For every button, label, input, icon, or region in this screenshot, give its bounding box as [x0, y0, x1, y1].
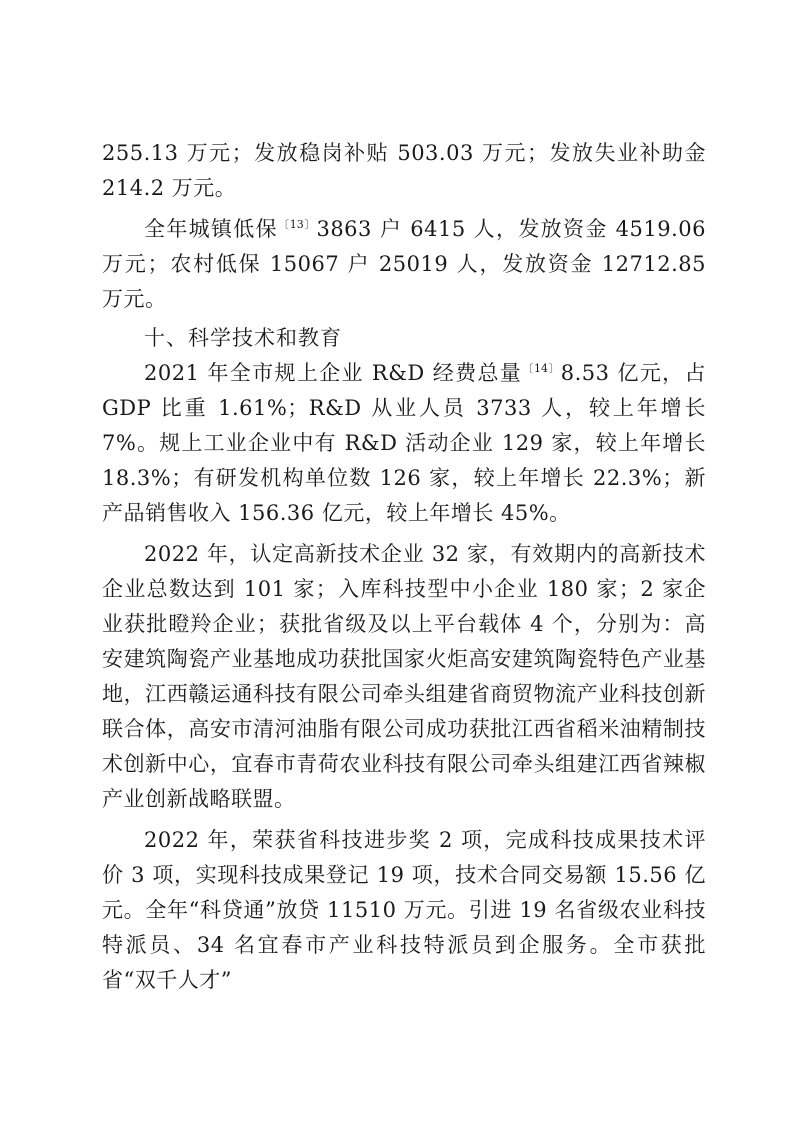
paragraph-rd-funding [102, 356, 706, 531]
paragraph-science-awards [102, 823, 706, 998]
paragraph-text: 8.53 亿元，占 GDP 比重 1.61%；R&D 从业人员 3733 人，较上年增长 7%。规上工业企业中有 R&D 活动企业 129 家，较上年增长 18.3%；有研发机构单位数 126 家，较上年增长 22.3%；新产品销售收入 156.36 亿元，较上年增长 45%。 [102, 361, 707, 525]
paragraph-text: 3863 户 6415 人，发放资金 4519.06 万元；农村低保 15067 户 25019 人，发放资金 12712.85 万元。 [102, 217, 706, 311]
paragraph-employment-subsidies [102, 136, 706, 206]
paragraph-text: 2022 年，认定高新技术企业 32 家，有效期内的高新技术企业总数达到 101 家；入库科技型中小企业 180 家；2 家企业获批瞪羚企业；获批省级及以上平台载体 4 个，分别为：高安建筑陶瓷产业基地成功获批国家火炬高安建筑陶瓷特色产业基地，江西赣运通科技有限公司牵头组建省商贸物流产业科技创新联合体，高安市清河油脂有限公司成功获批江西省稻米油精制技术创新中心，宜春市青荷农业科技有限公司牵头组建江西省辣椒产业创新战略联盟。 [102, 542, 706, 811]
paragraph-minimum-living-allowance [102, 212, 706, 317]
document-page [102, 136, 706, 998]
paragraph-text: 2022 年，荣获省科技进步奖 2 项，完成科技成果技术评价 3 项，实现科技成果登记 19 项，技术合同交易额 15.56 亿元。全年“科贷通”放贷 11510 万元。引进 19 名省级农业科技特派员、34 名宜春市产业科技特派员到企服务。全市获批省“双千人才” [102, 828, 706, 992]
paragraph-text: 全年城镇低保 [144, 217, 278, 241]
footnote-ref-13[interactable]: 〔13〕 [277, 218, 317, 231]
paragraph-text: 255.13 万元；发放稳岗补贴 503.03 万元；发放失业补助金 214.2 万元。 [102, 141, 706, 200]
paragraph-text: 2021 年全市规上企业 R&D 经费总量 [144, 361, 523, 385]
paragraph-high-tech-enterprises [102, 537, 706, 817]
footnote-ref-14[interactable]: 〔14〕 [522, 362, 561, 375]
section-heading: 十、科学技术和教育 [144, 326, 342, 350]
